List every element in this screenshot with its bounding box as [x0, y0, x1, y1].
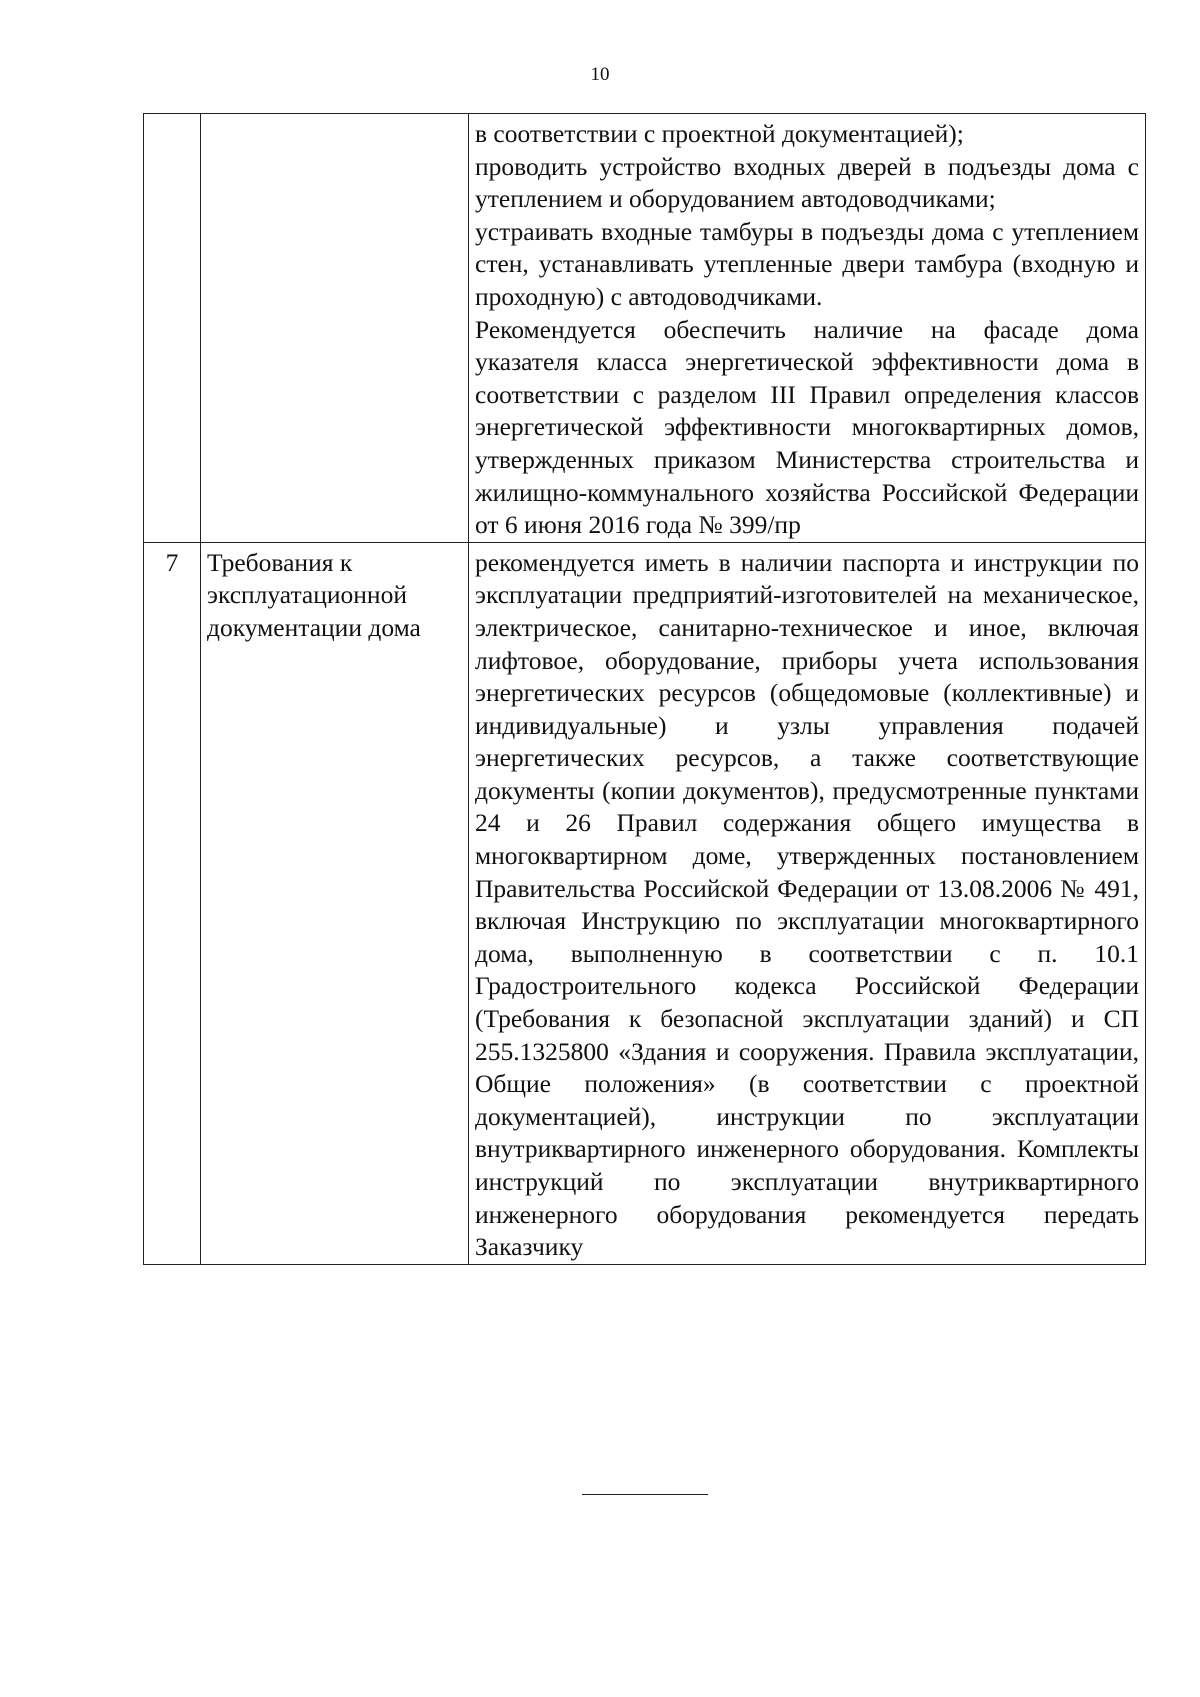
- requirements-table: [143, 113, 1146, 1265]
- row-description-cell: [469, 542, 1146, 1264]
- page-number: 10: [590, 64, 610, 85]
- row-number-cell: 7: [144, 542, 201, 1264]
- table-row: [144, 542, 1146, 1264]
- row-number-cell: [144, 114, 201, 543]
- description-paragraph: рекомендуется иметь в наличии паспорта и инструкции по эксплуатации предприятий-изготовителей на механическое, электрическое, санитарно-техническое и иное, включая лифтовое, оборудование, приборы учета использования энергетических ресурсов (общедомовые (коллективные) и индивидуальные) и узлы управления подачей энергетических ресурсов, а также соответствующие документы (копии документов), предусмотренные пунктами 24 и 26 Правил содержания общего имущества в многоквартирном доме, утвержденных постановлением Правительства Российской Федерации от 13.08.2006 № 491, включая Инструкцию по эксплуатации многоквартирного дома, выполненную в соответствии с п. 10.1 Градостроительного кодекса Российской Федерации (Требования к безопасной эксплуатации зданий) и СП 255.1325800 «Здания и сооружения. Правила эксплуатации, Общие положения» (в соответствии с проектной документацией), инструкции по эксплуатации внутриквартирного инженерного оборудования. Комплекты инструкций по эксплуатации внутриквартирного инженерного оборудования рекомендуется передать Заказчику: [475, 547, 1139, 1262]
- row-name-text: Требования к эксплуатационной документации дома: [207, 547, 421, 642]
- row-name-cell: [201, 542, 469, 1264]
- row-description-cell: [469, 114, 1146, 543]
- description-paragraph: устраивать входные тамбуры в подъезды дома с утеплением стен, устанавливать утепленные двери тамбура (входную и проходную) с автодоводчиками.: [475, 216, 1139, 311]
- table-row: [144, 114, 1146, 543]
- end-of-document-rule: [582, 1494, 708, 1495]
- description-paragraph: проводить устройство входных дверей в подъезды дома с утеплением и оборудованием автодоводчиками;: [475, 151, 1139, 214]
- description-paragraph: Рекомендуется обеспечить наличие на фасаде дома указателя класса энергетической эффективности дома в соответствии с разделом III Правил определения классов энергетической эффективности многоквартирных домов, утвержденных приказом Министерства строительства и жилищно-коммунального хозяйства Российской Федерации от 6 июня 2016 года № 399/пр: [475, 314, 1139, 540]
- row-name-cell: [201, 114, 469, 543]
- description-paragraph: в соответствии с проектной документацией);: [475, 119, 964, 148]
